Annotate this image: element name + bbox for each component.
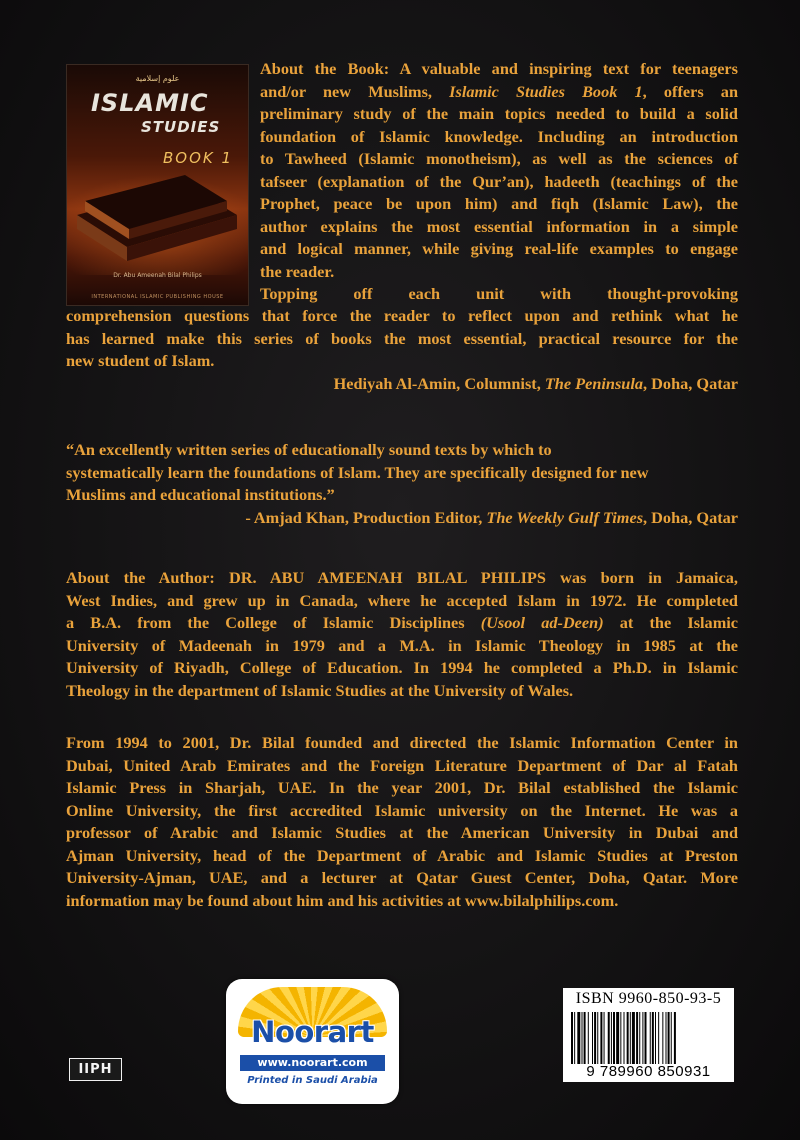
barcode-bar <box>620 1012 621 1064</box>
about-book-attribution: Hediyah Al-Amin, Columnist, The Peninsula, Doha, Qatar <box>333 373 738 393</box>
barcode-bar <box>639 1012 640 1064</box>
barcode-bar <box>627 1012 629 1064</box>
about-author-line: University of Madeenah in 1979 and a M.A. in Islamic Theology in 1985 at the <box>66 635 738 655</box>
cover-publisher: INTERNATIONAL ISLAMIC PUBLISHING HOUSE <box>91 294 224 300</box>
barcode-bar <box>624 1012 625 1064</box>
barcode-number: 9 789960 850931 <box>586 1063 711 1080</box>
quote-attribution: - Amjad Khan, Production Editor, The Weekly Gulf Times, Doha, Qatar <box>245 507 738 527</box>
about-book-line: Prophet, peace be upon him) and fiqh (Islamic Law), the <box>260 194 738 213</box>
barcode-bar <box>630 1012 631 1064</box>
barcode-bar <box>608 1012 610 1064</box>
barcode-bar <box>577 1012 580 1064</box>
about-book-line: preliminary study of the main topics needed to build a solid <box>260 104 738 123</box>
barcode-bar <box>662 1012 663 1064</box>
about-book-line: foundation of Islamic knowledge. Including an introduction <box>260 126 738 146</box>
barcode-bar <box>666 1012 667 1064</box>
barcode-bar <box>674 1012 676 1064</box>
barcode-bar <box>642 1012 643 1064</box>
barcode-bar <box>613 1012 615 1064</box>
career-line: Online University, the first accredited Islamic university on the Internet. He was a <box>66 800 738 820</box>
about-book-line: the reader. <box>260 261 335 281</box>
sticker-brand: Noorart <box>251 1015 374 1049</box>
sticker-url: www.noorart.com <box>240 1055 385 1071</box>
about-author-line: University of Riyadh, College of Education. In 1994 he completed a Ph.D. in Islamic <box>66 658 738 677</box>
barcode-bar <box>645 1012 647 1064</box>
sticker-printed-in: Printed in Saudi Arabia <box>247 1075 378 1086</box>
barcode-bar <box>671 1012 672 1064</box>
book-stack-image <box>67 65 248 305</box>
barcode-bar <box>632 1012 635 1064</box>
barcode-bar <box>594 1012 596 1064</box>
about-book-line: and/or new Muslims, Islamic Studies Book 1, offers an <box>260 81 739 101</box>
barcode-bar <box>668 1012 670 1064</box>
barcode-bar <box>636 1012 638 1064</box>
cover-author: Dr. Abu Ameenah Bilal Philips <box>113 272 202 279</box>
quote-line: systematically learn the foundations of Islam. They are specifically designed for new <box>66 462 649 482</box>
career-block <box>66 732 738 912</box>
barcode-bar <box>611 1012 612 1064</box>
about-book-line: author explains the most essential information in a simple <box>260 216 738 236</box>
barcode-bar <box>604 1012 605 1064</box>
barcode-bar <box>655 1012 656 1064</box>
barcode-bar <box>592 1012 593 1064</box>
barcode-bar <box>597 1012 598 1064</box>
career-line: University-Ajman, UAE, and a lecturer at Qatar Guest Center, Doha, Qatar. More <box>66 868 738 887</box>
quote-line: Muslims and educational institutions.” <box>66 485 335 504</box>
barcode-bar <box>616 1012 619 1064</box>
quote-line: “An excellently written series of educationally sound texts by which to <box>66 440 552 459</box>
isbn-barcode-label <box>563 988 734 1082</box>
barcode-bar <box>571 1012 573 1064</box>
barcode-bar <box>652 1012 654 1064</box>
barcode-bar <box>658 1012 659 1064</box>
book-cover-thumbnail <box>66 64 249 306</box>
cover-book-label: BOOK 1 <box>163 149 234 167</box>
career-line: professor of Arabic and Islamic Studies at the American University in Dubai and <box>66 823 738 842</box>
career-line: Islamic Press in Sharjah, UAE. In the year 2001, Dr. Bilal established the Islamic <box>66 778 738 797</box>
about-book-line: comprehension questions that force the reader to reflect upon and rethink what he <box>66 306 738 325</box>
career-line: Ajman University, head of the Department of Arabic and Islamic Studies at Preston <box>66 845 738 865</box>
about-author-line: West Indies, and grew up in Canada, where he accepted Islam in 1972. He completed <box>66 590 738 610</box>
about-book-line: tafseer (explanation of the Qur’an), hadeeth (teachings of the <box>260 171 738 191</box>
about-book-line: to Tawheed (Islamic monotheism), as well as the sciences of <box>260 149 738 168</box>
cover-title-line1: ISLAMIC <box>91 89 209 117</box>
career-line: From 1994 to 2001, Dr. Bilal founded and directed the Islamic Information Center in <box>66 733 738 752</box>
career-line: information may be found about him and his activities at www.bilalphilips.com. <box>66 890 619 910</box>
about-author-line: a B.A. from the College of Islamic Disciplines (Usool ad-Deen) at the Islamic <box>66 613 739 632</box>
barcode-icon <box>571 1012 727 1064</box>
barcode-bar <box>650 1012 651 1064</box>
quote-block <box>66 439 738 529</box>
barcode-bar <box>582 1012 583 1064</box>
iiph-logo: IIPH <box>69 1058 122 1081</box>
about-book-line: About the Book: A valuable and inspiring text for teenagers <box>260 59 738 78</box>
barcode-bar <box>584 1012 586 1064</box>
barcode-bar <box>574 1012 575 1064</box>
about-book-block <box>260 58 738 306</box>
about-book-line: has learned make this series of books the most essential, practical resource for the <box>66 328 738 348</box>
barcode-bar <box>588 1012 589 1064</box>
isbn-text: ISBN 9960-850-93-5 <box>575 990 722 1007</box>
noorart-sticker <box>226 979 399 1104</box>
cover-title-line2: STUDIES <box>141 118 221 136</box>
about-author-block <box>66 567 738 702</box>
about-book-line: new student of Islam. <box>66 351 215 370</box>
barcode-bar <box>600 1012 602 1064</box>
career-line: Dubai, United Arab Emirates and the Foreign Literature Department of Dar al Fatah <box>66 755 738 775</box>
about-author-line: Theology in the department of Islamic Studies at the University of Wales. <box>66 680 574 700</box>
about-book-continued <box>66 305 738 395</box>
cover-arabic-title: علوم إسلامية <box>135 74 180 83</box>
about-book-line: and logical manner, while giving real-life examples to engage <box>260 239 738 258</box>
about-author-line: About the Author: DR. ABU AMEENAH BILAL PHILIPS was born in Jamaica, <box>66 568 738 587</box>
about-book-line: Topping off each unit with thought-provoking <box>260 284 738 303</box>
